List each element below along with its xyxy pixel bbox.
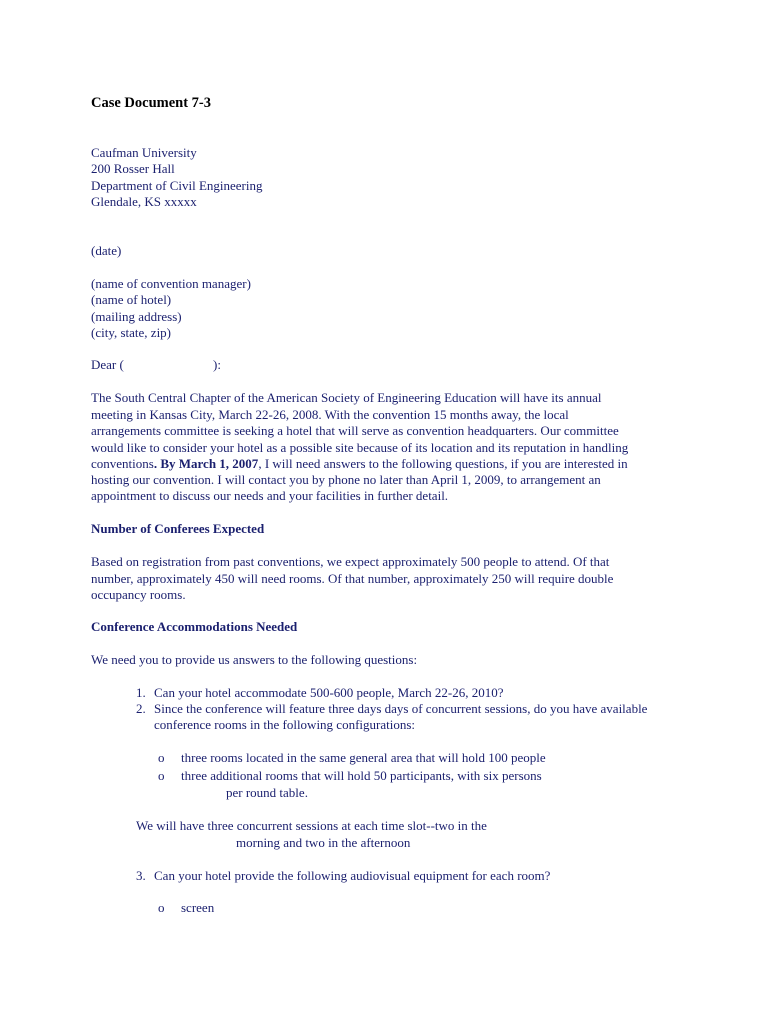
intro-paragraph-line: would like to consider your hotel as a possible site because of its location and its reputation in handling — [91, 440, 629, 455]
section-paragraph-line: Based on registration from past conventions, we expect approximately 500 people to attend. Of that — [91, 554, 610, 569]
salutation-open: Dear ( — [91, 357, 124, 372]
section-heading: Number of Conferees Expected — [91, 521, 265, 536]
list-item-text: three rooms located in the same general area that will hold 100 people — [181, 750, 546, 765]
document-title: Case Document 7-3 — [91, 95, 212, 111]
bullet-marker: o — [158, 900, 165, 915]
deadline-text: . By March 1, 2007 — [153, 456, 259, 471]
section-paragraph-line: We need you to provide us answers to the following questions: — [91, 652, 418, 667]
list-number: 3. — [136, 868, 146, 883]
question-text: Can your hotel provide the following audiovisual equipment for each room? — [154, 868, 551, 883]
session-note-line: We will have three concurrent sessions at each time slot--two in the — [136, 818, 487, 833]
intro-paragraph-line: The South Central Chapter of the American Society of Engineering Education will have its annual — [91, 390, 602, 405]
letter-date: (date) — [91, 243, 122, 258]
intro-paragraph-line: arrangements committee is seeking a hotel that will serve as convention headquarters. Our committee — [91, 423, 619, 438]
bullet-marker: o — [158, 750, 165, 765]
section-paragraph-line: number, approximately 450 will need rooms. Of that number, approximately 250 will require double — [91, 571, 614, 586]
intro-paragraph-line — [91, 456, 628, 472]
session-note-line: morning and two in the afternoon — [236, 835, 411, 850]
sender-address-line: Caufman University — [91, 145, 197, 160]
sender-address-line: 200 Rosser Hall — [91, 161, 175, 176]
sender-address-line: Glendale, KS xxxxx — [91, 194, 197, 209]
list-item-text: three additional rooms that will hold 50 participants, with six persons — [181, 768, 542, 783]
question-text: conference rooms in the following configurations: — [154, 717, 416, 732]
section-heading: Conference Accommodations Needed — [91, 619, 298, 634]
sender-address-line: Department of Civil Engineering — [91, 178, 263, 193]
intro-text: , I will need answers to the following questions, if you are interested in — [258, 456, 628, 471]
intro-text: conventions — [91, 456, 154, 471]
intro-paragraph-line: meeting in Kansas City, March 22-26, 2008. With the convention 15 months away, the local — [91, 407, 569, 422]
salutation-close: ): — [213, 357, 221, 372]
question-text: Can your hotel accommodate 500-600 people, March 22-26, 2010? — [154, 685, 504, 700]
section-paragraph-line: occupancy rooms. — [91, 587, 186, 602]
list-item-text: per round table. — [226, 785, 308, 800]
recipient-address-line: (name of hotel) — [91, 292, 172, 307]
recipient-address-line: (name of convention manager) — [91, 276, 251, 291]
list-item-text: screen — [181, 900, 215, 915]
recipient-address-line: (city, state, zip) — [91, 325, 172, 340]
recipient-address-line: (mailing address) — [91, 309, 182, 324]
question-text: Since the conference will feature three days days of concurrent sessions, do you have available — [154, 701, 648, 716]
bullet-marker: o — [158, 768, 165, 783]
intro-paragraph-line: hosting our convention. I will contact you by phone no later than April 1, 2009, to arrangement an — [91, 472, 601, 487]
intro-paragraph-line: appointment to discuss our needs and your facilities in further detail. — [91, 488, 449, 503]
list-number: 1. — [136, 685, 146, 700]
list-number: 2. — [136, 701, 146, 716]
